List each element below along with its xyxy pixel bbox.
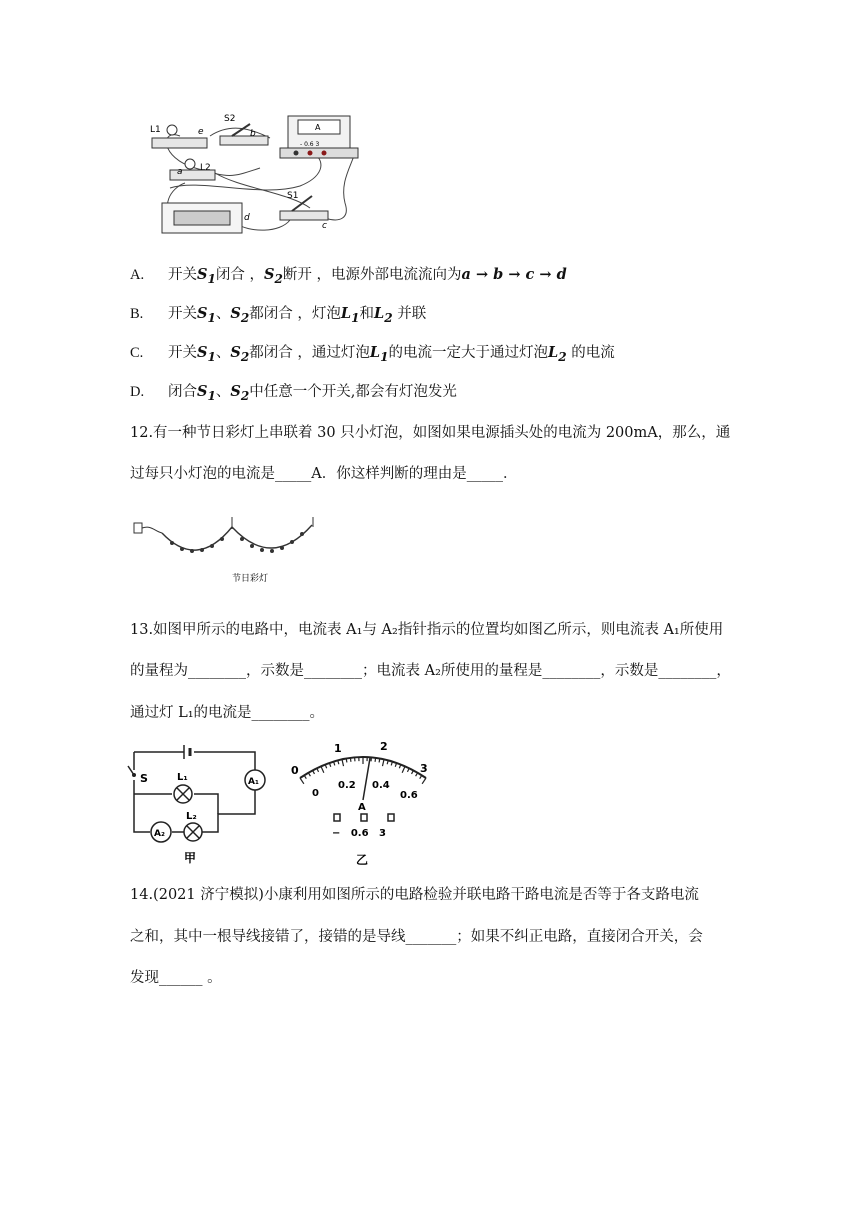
dial-tick bbox=[317, 768, 319, 772]
label-L2: L2 bbox=[200, 163, 211, 173]
label-a: a bbox=[177, 167, 183, 177]
dial-tick bbox=[375, 758, 376, 762]
option-text: 都闭合 ，灯泡 bbox=[249, 306, 341, 322]
symbol-sub: 1 bbox=[380, 349, 389, 364]
ammeter-dial-yi bbox=[288, 740, 438, 870]
dial-unit-A: A bbox=[358, 802, 366, 813]
scale-bottom-06: 0.6 bbox=[400, 790, 418, 801]
scale-bottom-04: 0.4 bbox=[372, 780, 390, 791]
label-L1: L1 bbox=[150, 125, 161, 135]
label-L1: L₁ bbox=[177, 772, 188, 783]
option-text: 、 bbox=[215, 306, 231, 322]
option-text: 并联 bbox=[392, 306, 427, 322]
scale-top-2: 2 bbox=[380, 740, 388, 753]
option-text: 闭合 bbox=[168, 384, 197, 400]
dial-tick bbox=[313, 770, 315, 774]
symbol-S: S bbox=[197, 266, 208, 283]
option-text: 中任意一个开关,都会有灯泡发光 bbox=[249, 384, 457, 400]
symbol-sub: 2 bbox=[240, 310, 250, 325]
q14-line1: 14.(2021 济宁模拟)小康利用如图所示的电路检验并联电路干路电流是否等于各支路电流 bbox=[130, 887, 699, 903]
option-D bbox=[130, 382, 457, 406]
q14-line3: 发现______ 。 bbox=[130, 970, 222, 986]
symbol-S: S bbox=[197, 344, 208, 361]
dial-tick bbox=[350, 758, 351, 762]
dial-tick bbox=[342, 759, 344, 766]
option-letter: D. bbox=[130, 384, 145, 400]
symbol-L: L bbox=[369, 344, 381, 361]
symbol-S: S bbox=[197, 383, 208, 400]
symbol-S: S bbox=[197, 305, 208, 322]
symbol-sub: 1 bbox=[351, 310, 360, 325]
option-text: 开关 bbox=[168, 267, 197, 283]
label-S: S bbox=[140, 772, 148, 785]
label-meter-terminals: - 0.6 3 bbox=[300, 141, 320, 148]
option-text: 、 bbox=[215, 384, 231, 400]
label-L2: L₂ bbox=[186, 811, 197, 822]
dial-tick bbox=[412, 770, 414, 774]
circuit-diagram-jia bbox=[122, 742, 272, 867]
festival-lights-figure bbox=[132, 515, 322, 587]
symbol-S: S bbox=[264, 266, 275, 283]
dial-tick bbox=[407, 768, 409, 772]
symbol-S: S bbox=[230, 383, 241, 400]
current-flow: a → b → c → d bbox=[461, 266, 567, 283]
symbol-sub: 2 bbox=[558, 349, 567, 364]
label-c: c bbox=[322, 221, 327, 231]
terminal-labels: − 0.6 3 bbox=[332, 828, 386, 839]
option-text: 的电流 bbox=[566, 345, 615, 361]
dial-tick bbox=[382, 759, 384, 766]
option-text: 开关 bbox=[168, 345, 197, 361]
symbol-sub: 2 bbox=[240, 388, 250, 403]
symbol-L: L bbox=[340, 305, 352, 322]
scale-top-1: 1 bbox=[334, 742, 342, 755]
label-d: d bbox=[244, 213, 250, 223]
option-B bbox=[130, 304, 426, 328]
caption-yi: 乙 bbox=[356, 853, 369, 867]
scale-top-3: 3 bbox=[420, 762, 428, 775]
option-text: 开关 bbox=[168, 306, 197, 322]
label-S2: S2 bbox=[224, 114, 236, 124]
scale-bottom-0: 0 bbox=[312, 788, 319, 799]
circuit-photo-figure bbox=[140, 108, 370, 243]
dial-tick bbox=[402, 766, 405, 772]
option-text: 和 bbox=[359, 306, 374, 322]
option-text: 的电流一定大于通过灯泡 bbox=[388, 345, 548, 361]
option-text: 断开 ，电源外部电流流向为 bbox=[282, 267, 462, 283]
option-letter: C. bbox=[130, 345, 144, 361]
symbol-sub: 2 bbox=[274, 271, 283, 286]
option-text: 都闭合 ，通过灯泡 bbox=[249, 345, 370, 361]
symbol-sub: 1 bbox=[207, 388, 216, 403]
label-A2: A₂ bbox=[154, 829, 165, 839]
option-letter: B. bbox=[130, 306, 144, 322]
q12-line2: 过每只小灯泡的电流是_____A．你这样判断的理由是_____． bbox=[130, 466, 518, 482]
symbol-L: L bbox=[374, 305, 385, 322]
symbol-sub: 1 bbox=[207, 310, 216, 325]
dial-tick bbox=[379, 758, 380, 762]
dial-tick bbox=[346, 758, 347, 762]
dial-tick bbox=[321, 766, 324, 772]
symbol-sub: 2 bbox=[384, 310, 393, 325]
option-letter: A. bbox=[130, 267, 145, 283]
label-A1: A₁ bbox=[248, 777, 259, 787]
option-text: 、 bbox=[215, 345, 231, 361]
symbol-sub: 1 bbox=[207, 349, 216, 364]
symbol-sub: 2 bbox=[240, 349, 250, 364]
q13-line3: 通过灯 L₁的电流是________。 bbox=[130, 705, 325, 721]
dial-tick bbox=[422, 778, 426, 784]
caption-jia: 甲 bbox=[184, 851, 197, 865]
label-ammeter-A: A bbox=[315, 123, 321, 132]
scale-top-0: 0 bbox=[291, 764, 299, 777]
q13-line1: 13.如图甲所示的电路中，电流表 A₁与 A₂指针指示的位置均如图乙所示，则电流表 A₁所使用 bbox=[130, 622, 724, 638]
symbol-sub: 1 bbox=[207, 271, 216, 286]
q13-line2: 的量程为________，示数是________；电流表 A₂所使用的量程是________，示数是________， bbox=[130, 663, 731, 679]
label-b: b bbox=[250, 129, 256, 139]
label-S1: S1 bbox=[287, 191, 299, 201]
option-C bbox=[130, 343, 615, 367]
q14-line2: 之和，其中一根导线接错了，接错的是导线_______；如果不纠正电路，直接闭合开关，会 bbox=[130, 929, 703, 945]
dial-tick bbox=[300, 778, 304, 784]
symbol-S: S bbox=[230, 344, 241, 361]
symbol-S: S bbox=[230, 305, 241, 322]
scale-bottom-02: 0.2 bbox=[338, 780, 356, 791]
option-A bbox=[130, 265, 567, 289]
option-text: 闭合 ， bbox=[215, 267, 264, 283]
q12-line1: 12.有一种节日彩灯上串联着 30 只小灯泡，如图如果电源插头处的电流为 200mA，那么，通 bbox=[130, 425, 731, 441]
festival-lights-caption: 节日彩灯 bbox=[232, 574, 269, 584]
symbol-L: L bbox=[548, 344, 559, 361]
label-e: e bbox=[198, 127, 204, 137]
